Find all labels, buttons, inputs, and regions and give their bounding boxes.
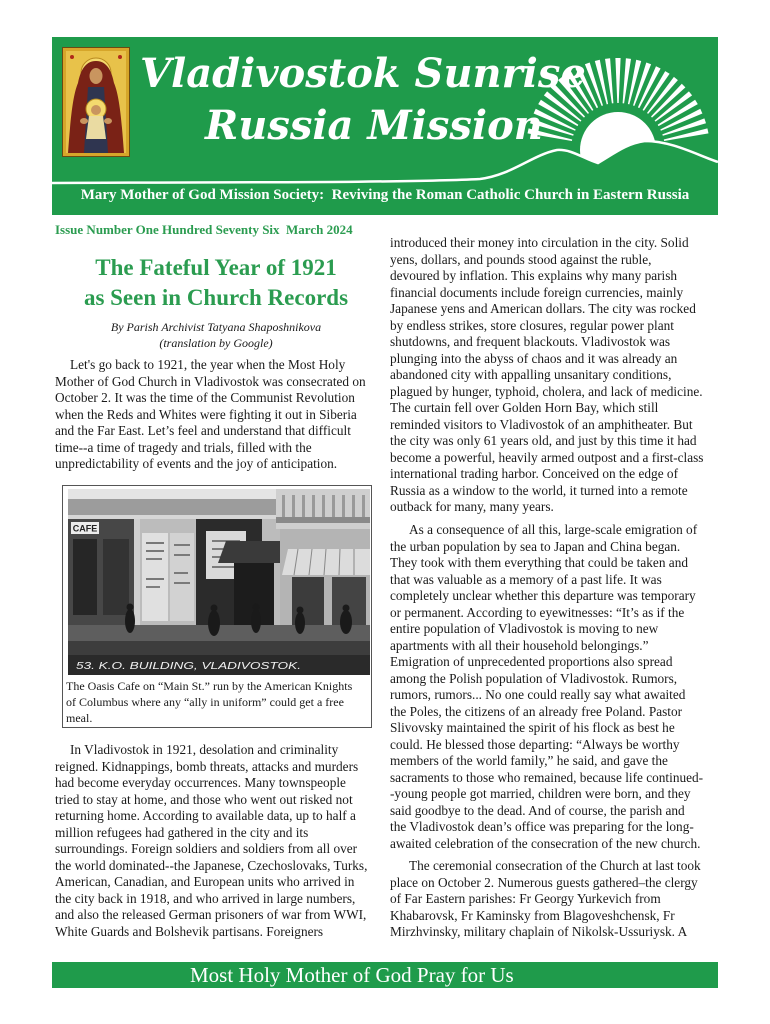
text-line: financial documents include foreign currencies, mainly bbox=[390, 284, 684, 300]
text-line: They took with them everything that could be taken and bbox=[390, 555, 688, 570]
text-line: reminded visitors to Vladivostok of an amphitheater. But bbox=[390, 416, 693, 432]
masthead-tagline: Mary Mother of God Mission Society: Reviving the Roman Catholic Church in Eastern Russia bbox=[80, 187, 690, 203]
photo-inscription: 53. K.O. BUILDING, VLADIVOSTOK. bbox=[76, 661, 301, 672]
text-line: As a consequence of all this, large-scale emigration of bbox=[409, 522, 698, 537]
footer-text: Most Holy Mother of God Pray for Us bbox=[190, 963, 514, 987]
building-photo bbox=[68, 489, 370, 675]
byline-block bbox=[55, 319, 377, 351]
text-line: returning home. According to available data, up to half a bbox=[55, 808, 356, 823]
sun-ray bbox=[595, 60, 608, 105]
text-line: completely unclear whether this departure was temporary bbox=[390, 588, 696, 603]
text-line: American, Canadian, and European units who arrived in bbox=[55, 874, 355, 889]
text-line: awaited celebration of the consecration of the new church. bbox=[390, 835, 701, 851]
paragraph bbox=[55, 742, 377, 940]
text-line: reigned. Kidnappings, bomb threats, attacks and murders bbox=[55, 758, 359, 774]
text-line: apartments with all their household belongings.” bbox=[390, 637, 649, 653]
text-line: The Oasis Cafe on “Main St.” run by the American Knights bbox=[66, 679, 353, 693]
text-line: Mirzhvinsky, military chaplain of Nikolsk-Ussuriysk. A bbox=[390, 924, 688, 939]
text-line: Mother of God Church in Vladivostok was consecrated on bbox=[55, 373, 366, 389]
photo-caption bbox=[66, 678, 370, 726]
text-line: by endless strikes, store closures, regular power plant bbox=[390, 317, 674, 333]
issue-line: Issue Number One Hundred Seventy Six March 2024 bbox=[55, 222, 353, 237]
text-line: sacraments to those who remained, because life continued- bbox=[390, 769, 704, 785]
text-line: October 2. It was the time of the Communist Revolution bbox=[55, 390, 355, 405]
madonna-and-child-icon bbox=[62, 47, 130, 157]
text-line: rumors, rumors... No one could really say what awaited bbox=[390, 687, 686, 702]
photo-balcony bbox=[276, 489, 370, 529]
text-line: devoured by inflation. This explains why many parish bbox=[390, 268, 678, 283]
text-line: -young people got married, children were born, and they bbox=[390, 786, 691, 801]
photo-sign-text: CAFE bbox=[72, 523, 98, 534]
text-line: of Far Eastern parishes: Fr Georgy Yurkevich from bbox=[390, 891, 661, 906]
sun-ray bbox=[628, 60, 641, 105]
sun-ray bbox=[664, 128, 709, 141]
photo-right-storefront bbox=[280, 529, 370, 627]
text-line: Russia as a window to the world, it turned into a remote bbox=[390, 482, 688, 498]
text-line: time--a time of tragedy and trials, filled with the bbox=[55, 439, 312, 455]
text-line: White Guards and Bolshevik partisans. Foreigners bbox=[55, 923, 324, 939]
text-line: Khabarovsk, Fr Kaminsky from Blagoveshchensk, Fr bbox=[390, 907, 675, 923]
byline: By Parish Archivist Tatyana Shaposhnikova bbox=[110, 320, 322, 334]
text-line: when the Reds and Whites were fighting it out in Siberia bbox=[55, 406, 357, 422]
text-line: In Vladivostok in 1921, desolation and criminality bbox=[70, 742, 339, 757]
masthead bbox=[52, 37, 718, 215]
text-line: Japanese yens and American dollars. The city was rocked bbox=[390, 301, 696, 316]
text-line: become a powerful, heavily armed outpost and a first-class bbox=[390, 449, 704, 465]
text-line: and the Far East. Let’s feel and understand that difficult bbox=[55, 423, 351, 438]
text-line: and also the released German prisoners of war from WWI, bbox=[55, 907, 367, 922]
paragraph bbox=[390, 522, 718, 852]
text-line: shutdowns, and frequent blackouts. Vladivostok was bbox=[390, 334, 671, 349]
article-title bbox=[55, 253, 377, 313]
text-line: that was valuable as a memory of a past life. It was bbox=[390, 571, 662, 587]
text-line: introduced their money into circulation in the city. Solid bbox=[390, 235, 689, 250]
photo-signboards bbox=[142, 533, 194, 621]
text-line: among the Polish population of Vladivostok. Rumors, bbox=[390, 670, 678, 686]
text-line: Slivovsky maintained the spirit of his flock as best he bbox=[390, 720, 675, 735]
translation-note: (translation by Google) bbox=[159, 336, 273, 350]
text-line: entire population of Vladivostok is moving to new bbox=[390, 621, 659, 636]
text-line: the city back in 1918, and who arrived in large numbers, bbox=[55, 890, 356, 906]
text-line: the urban population by sea to Japan and China began. bbox=[390, 538, 681, 554]
footer-banner bbox=[52, 962, 718, 988]
text-line: surroundings. Foreign soldiers and soldiers from all over bbox=[55, 841, 358, 856]
text-line: meal. bbox=[66, 711, 93, 725]
text-line: million refugees had gathered in the city and its bbox=[55, 824, 309, 840]
text-line: outback for many, many years. bbox=[390, 499, 554, 514]
text-line: unpredictability of events and the joy of anticipation. bbox=[55, 456, 338, 471]
text-line: The ceremonial consecration of the Church at last took bbox=[409, 858, 701, 873]
text-line: had become everyday occurrences. Many townspeople bbox=[55, 775, 346, 790]
photo-figure bbox=[62, 485, 372, 728]
paragraph bbox=[390, 858, 718, 941]
paragraph bbox=[390, 235, 718, 516]
text-line: Emigration of unprecedented proportions also spread bbox=[390, 654, 673, 669]
article-title-line: as Seen in Church Records bbox=[83, 285, 349, 310]
text-line: yens, dollars, and pounds stood against the ruble, bbox=[390, 251, 652, 267]
text-line: The curtain fell over Golden Horn Bay, which still bbox=[390, 400, 659, 415]
sun-ray bbox=[615, 58, 620, 103]
text-line: the city was only 61 years old, and just by this time it had bbox=[390, 433, 697, 448]
text-line: or permanent. According to eyewitnesses: “It’s as if the bbox=[390, 604, 685, 620]
text-line: place on October 2. Numerous guests gathered–the clergy bbox=[390, 874, 698, 890]
text-line: tried to stay at home, and those who went out risked not bbox=[55, 791, 353, 807]
text-line: Let's go back to 1921, the year when the Most Holy bbox=[70, 357, 346, 372]
masthead-title-line-1: Vladivostok Sunrise bbox=[140, 50, 586, 97]
text-line: the Vladivostok dean’s office was preparing for the long- bbox=[390, 819, 694, 834]
text-line: abandoned city with appalling unsanitary conditions, bbox=[390, 367, 672, 382]
text-line: members of the world family,” he said, and gave the bbox=[390, 753, 668, 768]
text-line: international trading harbor. Conceived on the edge of bbox=[390, 466, 679, 481]
masthead-title-line-2: Russia Mission bbox=[205, 102, 543, 149]
text-line: the world dominated--the Japanese, Czechoslovaks, Turks, bbox=[55, 857, 368, 873]
text-line: the Poles, the citizens of an already free Poland. Pastor bbox=[390, 703, 683, 719]
article-title-line: The Fateful Year of 1921 bbox=[95, 255, 337, 280]
paragraph bbox=[55, 357, 377, 473]
text-line: plagued by hunger, typhoid, cholera, and lack of medicine. bbox=[390, 383, 703, 399]
text-line: of Columbus where any “ally in uniform” could get a free bbox=[66, 695, 344, 709]
text-line: could. He blessed those departing: “Always be worthy bbox=[390, 736, 680, 752]
text-line: plunging into the abyss of chaos and it was already an bbox=[390, 350, 678, 366]
text-line: said goodbye to the dead. And of course, the parish and bbox=[390, 802, 685, 818]
